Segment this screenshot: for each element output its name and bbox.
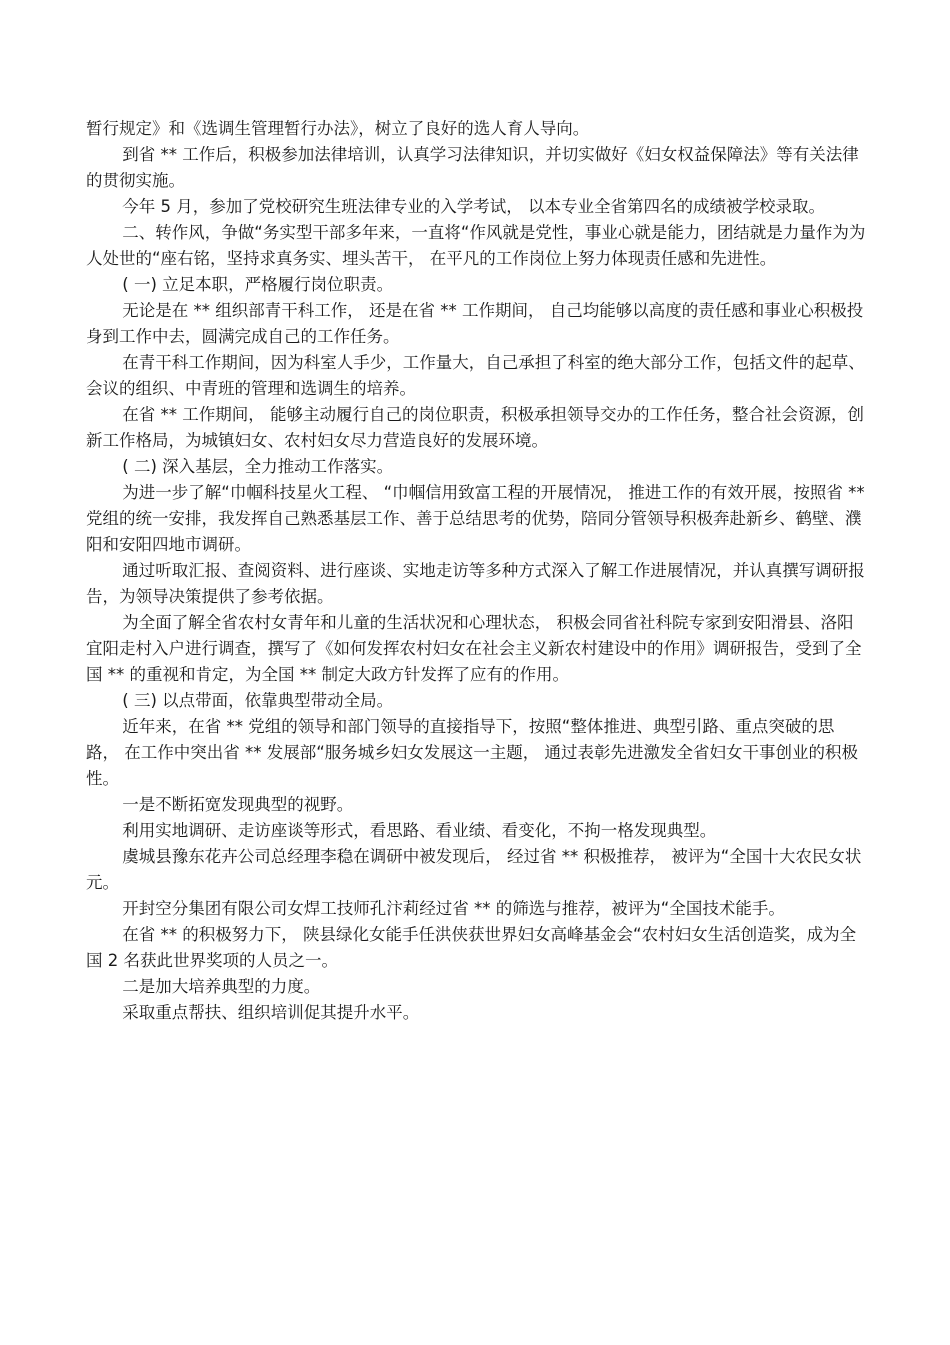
paragraph-3: 今年 5 月，参加了党校研究生班法律专业的入学考试， 以本专业全省第四名的成绩被学校录取。 — [122, 197, 826, 216]
paragraph-10: 为进一步了解“巾帼科技星火工程、 “巾帼信用致富工程的开展情况， 推进工作的有效开展，按照省 ** 党组的统一安排，我发挥自己熟悉基层工作、善于总结思考的优势，陪同分管领导积极奔赴新乡、鹤壁、濮阳和安阳四地市调研。 — [86, 483, 865, 554]
document-body — [86, 116, 866, 1026]
paragraph-13: ( 三) 以点带面，依靠典型带动全局。 — [122, 691, 394, 710]
paragraph-14: 近年来，在省 ** 党组的领导和部门领导的直接指导下，按照“整体推进、典型引路、重点突破的思路， 在工作中突出省 ** 发展部“服务城乡妇女发展这一主题， 通过表彰先进激发全省妇女干事创业的积极性。 — [86, 717, 859, 788]
paragraph-4: 二、转作风，争做“务实型干部多年来，一直将“作风就是党性，事业心就是能力，团结就是力量作为为人处世的“座右铭，坚持求真务实、埋头苦干， 在平凡的工作岗位上努力体现责任感和先进性。 — [86, 223, 866, 268]
paragraph-15: 一是不断拓宽发现典型的视野。 — [122, 795, 354, 814]
paragraph-19: 在省 ** 的积极努力下， 陕县绿化女能手任洪侠获世界妇女高峰基金会“农村妇女生活创造奖，成为全国 2 名获此世界奖项的人员之一。 — [86, 925, 857, 970]
paragraph-11: 通过听取汇报、查阅资料、进行座谈、实地走访等多种方式深入了解工作进展情况，并认真撰写调研报告，为领导决策提供了参考依据。 — [86, 561, 865, 606]
paragraph-20: 二是加大培养典型的力度。 — [122, 977, 321, 996]
paragraph-5: ( 一) 立足本职，严格履行岗位职责。 — [122, 275, 394, 294]
paragraph-2: 到省 ** 工作后，积极参加法律培训，认真学习法律知识，并切实做好《妇女权益保障法》等有关法律的贯彻实施。 — [86, 145, 859, 190]
paragraph-18: 开封空分集团有限公司女焊工技师孔汴莉经过省 ** 的筛选与推荐，被评为“全国技术能手。 — [122, 899, 785, 918]
paragraph-9: ( 二) 深入基层，全力推动工作落实。 — [122, 457, 394, 476]
paragraph-12: 为全面了解全省农村女青年和儿童的生活状况和心理状态， 积极会同省社科院专家到安阳滑县、洛阳宜阳走村入户进行调查，撰写了《如何发挥农村妇女在社会主义新农村建设中的作用》调研报告，受到了全国 ** 的重视和肯定，为全国 ** 制定大政方针发挥了应有的作用。 — [86, 613, 862, 684]
paragraph-17: 虞城县豫东花卉公司总经理李稳在调研中被发现后， 经过省 ** 积极推荐， 被评为“全国十大农民女状元。 — [86, 847, 862, 892]
paragraph-1: 暂行规定》和《选调生管理暂行办法》，树立了良好的选人育人导向。 — [86, 119, 590, 138]
paragraph-6: 无论是在 ** 组织部青干科工作， 还是在省 ** 工作期间， 自己均能够以高度的责任感和事业心积极投身到工作中去，圆满完成自己的工作任务。 — [86, 301, 864, 346]
paragraph-8: 在省 ** 工作期间， 能够主动履行自己的岗位职责，积极承担领导交办的工作任务，整合社会资源，创新工作格局，为城镇妇女、农村妇女尽力营造良好的发展环境。 — [86, 405, 865, 450]
paragraph-16: 利用实地调研、走访座谈等形式，看思路、看业绩、看变化，不拘一格发现典型。 — [122, 821, 717, 840]
paragraph-7: 在青干科工作期间，因为科室人手少，工作量大，自己承担了科室的绝大部分工作，包括文件的起草、会议的组织、中青班的管理和选调生的培养。 — [86, 353, 865, 398]
paragraph-21: 采取重点帮扶、组织培训促其提升水平。 — [122, 1003, 420, 1022]
